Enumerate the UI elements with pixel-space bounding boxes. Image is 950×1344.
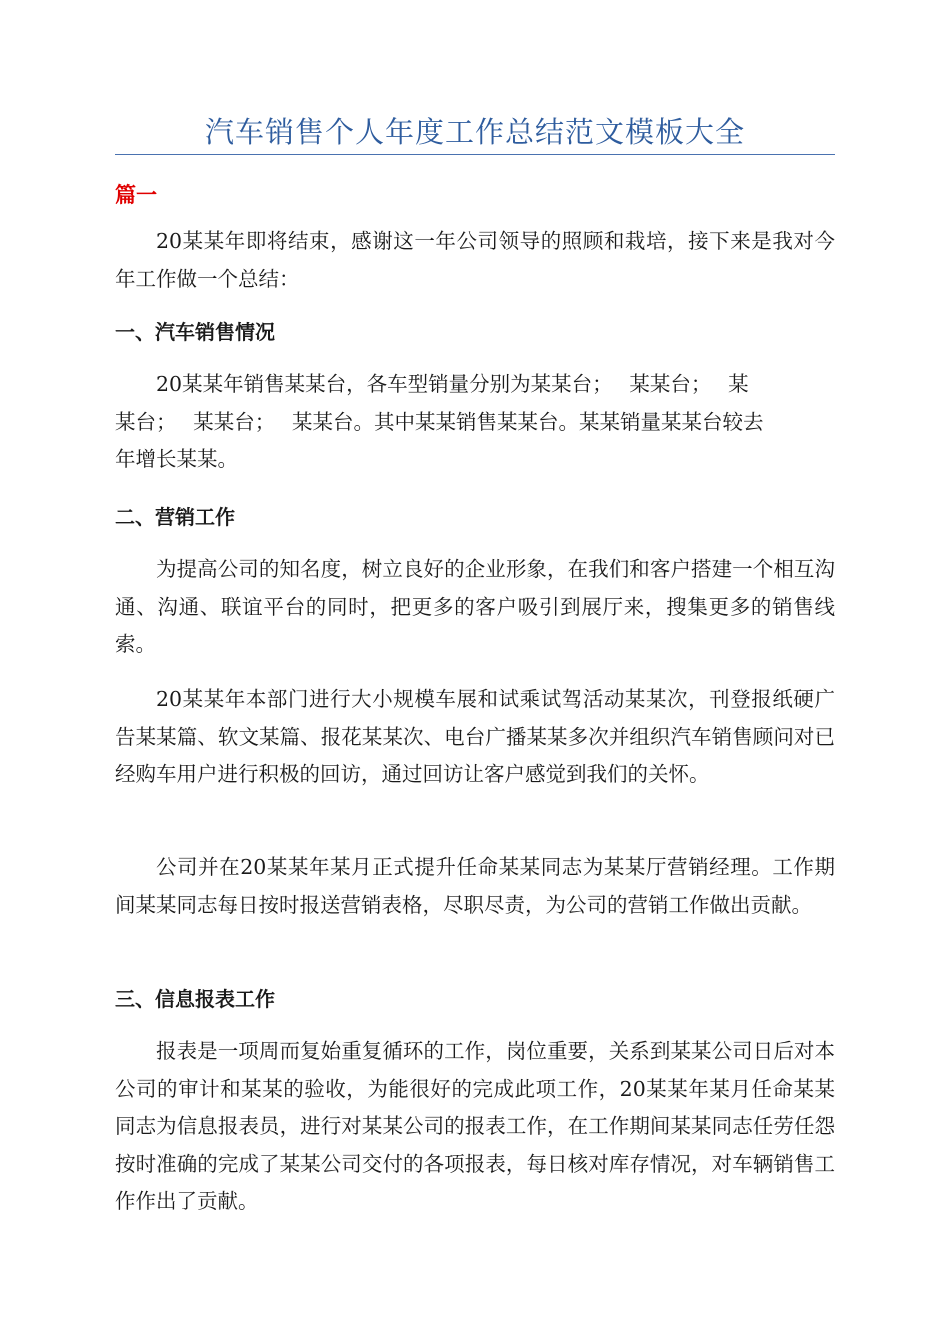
paragraph-line: 20某某年销售某某台，各车型销量分别为某某台； 某某台； 某: [156, 372, 749, 396]
reports-paragraph: 报表是一项周而复始重复循环的工作，岗位重要，关系到某某公司日后对本公司的审计和某某的验收，为能很好的完成此项工作，20某某年某月任命某某同志为信息报表员，进行对某某公司的报表工作，在工作期间某某同志任劳任怨按时准确的完成了某某公司交付的各项报表，每日核对库存情况，对车辆销售工作作出了贡献。: [115, 1039, 835, 1213]
heading-sales-overview: 一、汽车销售情况: [115, 320, 275, 344]
paragraph-line: 年增长某某。: [115, 447, 238, 471]
marketing-paragraph-1: 为提高公司的知名度，树立良好的企业形象，在我们和客户搭建一个相互沟通、沟通、联谊平台的同时，把更多的客户吸引到展厅来，搜集更多的销售线索。: [115, 557, 835, 656]
paragraph-line: 某台； 某某台； 某某台。其中某某销售某某台。某某销量某某台较去: [115, 409, 764, 434]
document-title: 汽车销售个人年度工作总结范文模板大全: [204, 115, 745, 149]
heading-marketing: 二、营销工作: [115, 505, 235, 529]
marketing-paragraph-3: 公司并在20某某年某月正式提升任命某某同志为某某厅营销经理。工作期间某某同志每日按时报送营销表格，尽职尽责，为公司的营销工作做出贡献。: [115, 855, 835, 917]
sales-overview-paragraph: [115, 366, 835, 479]
section-label: 篇一: [115, 183, 157, 207]
marketing-paragraph-2: 20某某年本部门进行大小规模车展和试乘试驾活动某某次，刊登报纸硬广告某某篇、软文某篇、报花某某次、电台广播某某多次并组织汽车销售顾问对已经购车用户进行积极的回访，通过回访让客户感觉到我们的关怀。: [115, 687, 835, 786]
title-underline: [115, 154, 835, 155]
intro-paragraph: 20某某年即将结束，感谢这一年公司领导的照顾和栽培，接下来是我对今年工作做一个总结：: [115, 229, 835, 291]
heading-reports: 三、信息报表工作: [115, 987, 275, 1011]
